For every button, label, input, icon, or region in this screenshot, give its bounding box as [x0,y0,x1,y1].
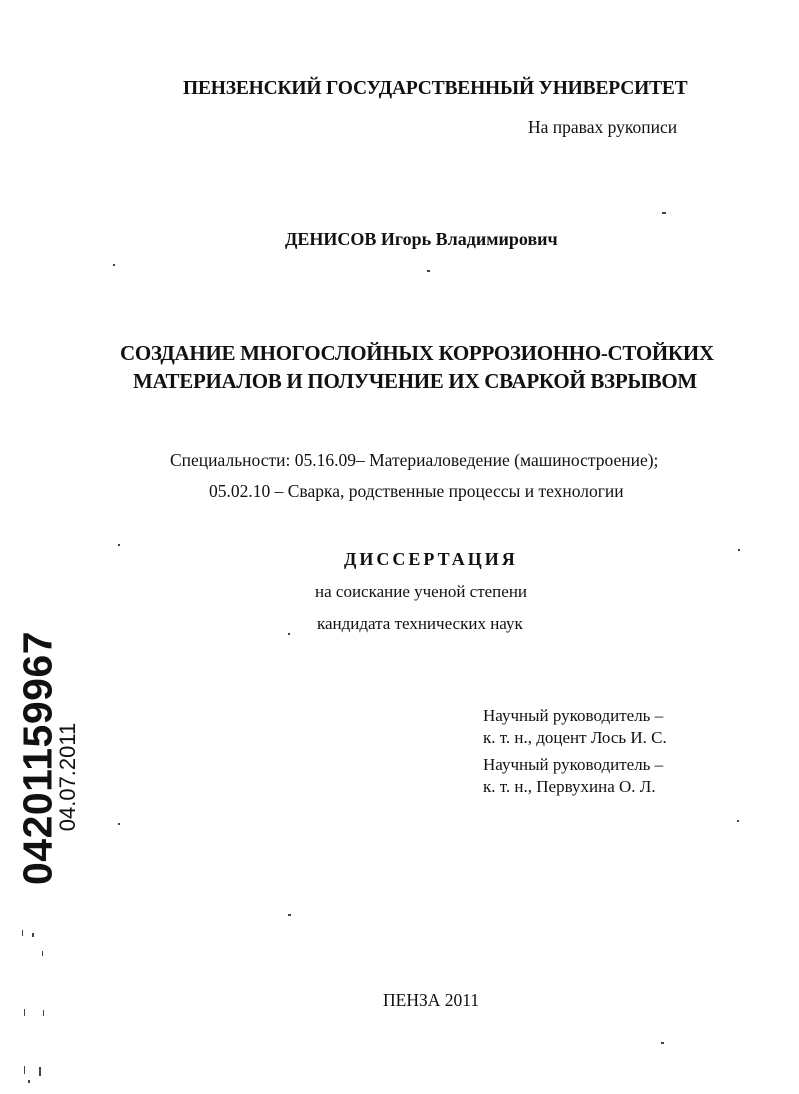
scan-speck [113,264,115,266]
scan-speck [288,633,290,635]
scan-speck [118,823,120,825]
degree-line-2: кандидата технических наук [317,614,523,633]
scan-speck [24,1009,25,1016]
scan-speck [427,270,430,272]
specialty-line-2: 05.02.10 – Сварка, родственные процессы и технологии [209,481,624,501]
manuscript-note: На правах рукописи [528,117,678,137]
supervisor-2-role: Научный руководитель – [483,755,664,774]
scan-speck [737,820,739,822]
scan-speck [32,933,34,937]
supervisor-1-name: к. т. н., доцент Лось И. С. [483,728,667,747]
scan-speck [662,212,666,214]
thesis-title-line-1: СОЗДАНИЕ МНОГОСЛОЙНЫХ КОРРОЗИОННО-СТОЙКИХ [120,341,714,365]
scan-speck [288,914,291,916]
scan-speck [39,1067,41,1076]
work-type: ДИССЕРТАЦИЯ [344,549,518,569]
author-name [285,229,558,250]
scan-speck [28,1080,30,1083]
scan-speck [22,930,23,936]
author-surname: ДЕНИСОВ [285,229,377,249]
thesis-title-line-2: МАТЕРИАЛОВ И ПОЛУЧЕНИЕ ИХ СВАРКОЙ ВЗРЫВОМ [133,369,697,393]
library-stamp-date: 04.07.2011 [55,722,80,832]
scan-speck [738,549,740,551]
scan-speck [24,1066,25,1074]
university-name: ПЕНЗЕНСКИЙ ГОСУДАРСТВЕННЫЙ УНИВЕРСИТЕТ [183,78,688,99]
specialty-line-1: Специальности: 05.16.09– Материаловедение (машиностроение); [170,450,659,470]
supervisor-2-name: к. т. н., Первухина О. Л. [483,777,656,796]
scan-speck [43,1010,44,1016]
library-stamp-number: 04201159967 [14,630,61,886]
city-year: ПЕНЗА 2011 [383,990,480,1010]
author-given-names: Игорь Владимирович [380,229,558,249]
scan-speck [118,544,120,546]
supervisor-1-role: Научный руководитель – [483,706,664,725]
scan-speck [661,1042,664,1044]
degree-line-1: на соискание ученой степени [315,582,528,601]
scan-speck [42,951,43,956]
